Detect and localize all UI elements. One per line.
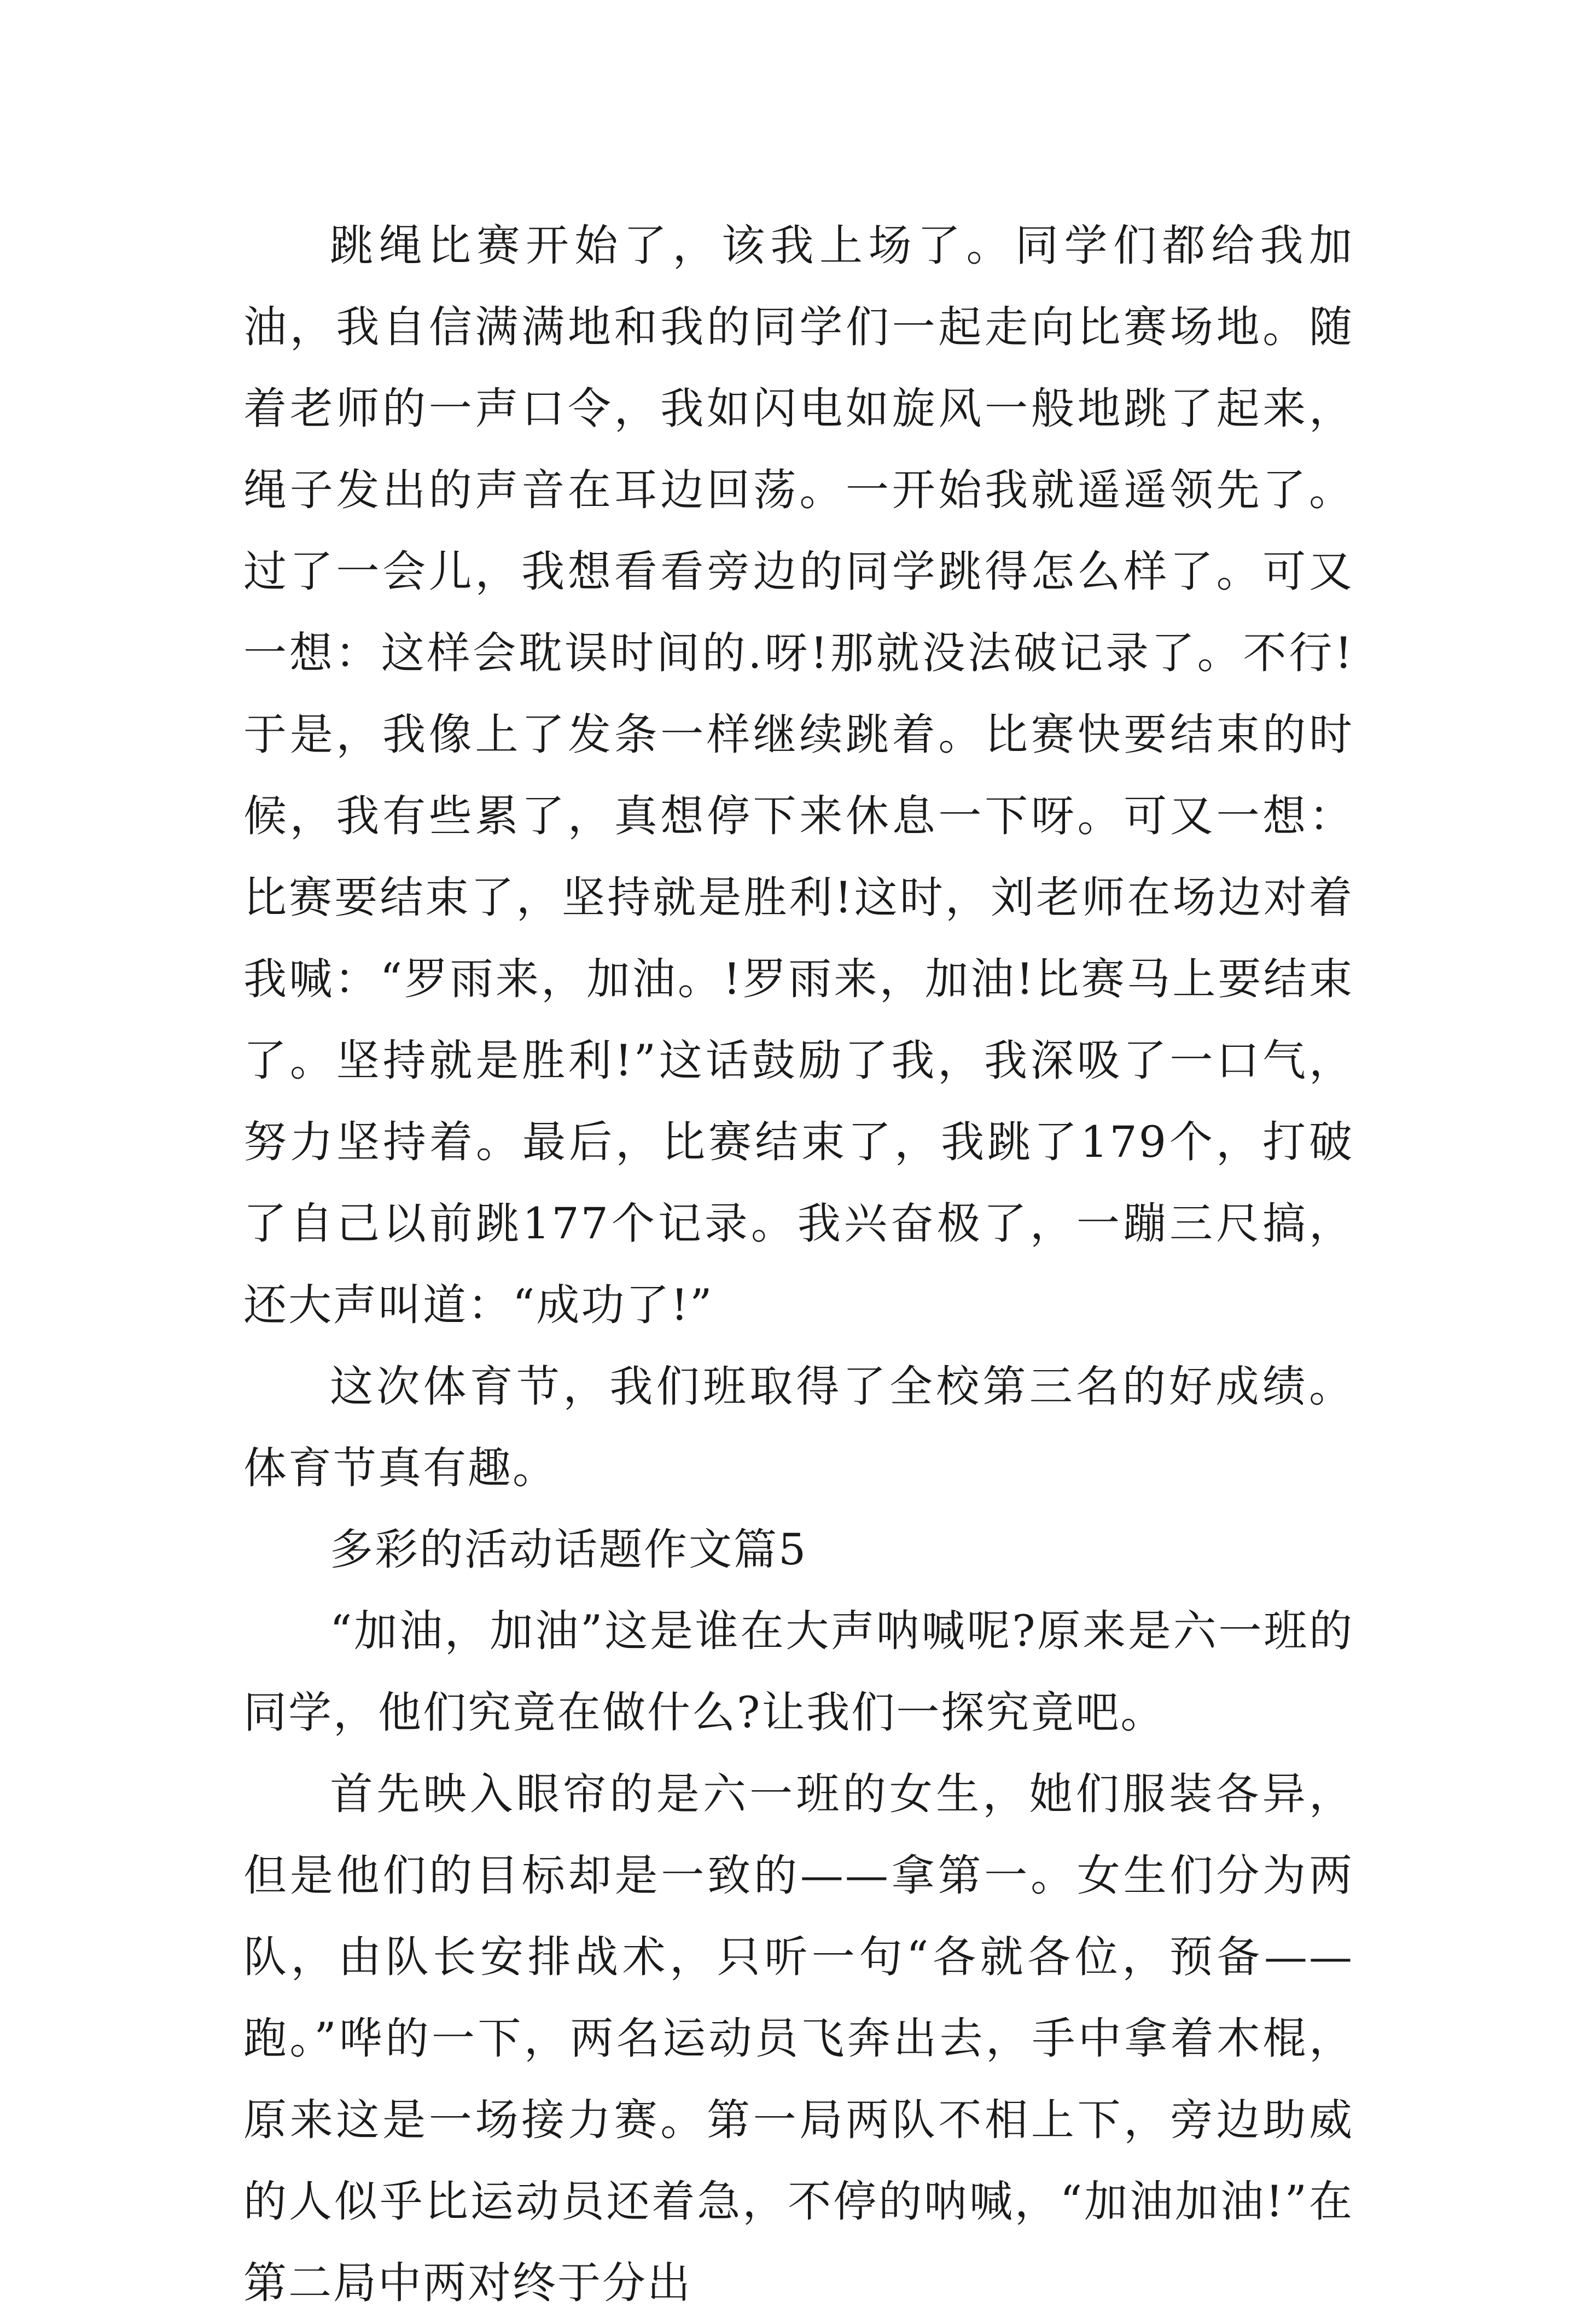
paragraph-sports-festival: 这次体育节，我们班取得了全校第三名的好成绩。体育节真有趣。 bbox=[243, 1361, 1354, 1493]
paragraph-relay-race: 首先映入眼帘的是六一班的女生，她们服装各异，但是他们的目标却是一致的——拿第一。女生们分为两队，由队长安排战术，只听一句“各就各位，预备——跑。”哗的一下，两名运动员飞奔出去，手中拿着木棍，原来这是一场接力赛。第一局两队不相上下，旁边助威的人似乎比运动员还着急，不停的呐喊，“加油加油!”在第二局中两对终于分出 bbox=[243, 1769, 1354, 2308]
document-body bbox=[243, 205, 1354, 2324]
section-heading: 多彩的活动话题作文篇5 bbox=[330, 1524, 808, 1575]
paragraph-jump-rope: 跳绳比赛开始了，该我上场了。同学们都给我加油，我自信满满地和我的同学们一起走向比赛场地。随着老师的一声口令，我如闪电如旋风一般地跳了起来，绳子发出的声音在耳边回荡。一开始我就遥遥领先了。过了一会儿，我想看看旁边的同学跳得怎么样了。可又一想：这样会耽误时间的.呀!那就没法破记录了。不行!于是，我像上了发条一样继续跳着。比赛快要结束的时候，我有些累了，真想停下来休息一下呀。可又一想：比赛要结束了，坚持就是胜利!这时，刘老师在场边对着我喊：“罗雨来，加油。!罗雨来，加油!比赛马上要结束了。坚持就是胜利!”这话鼓励了我，我深吸了一口气，努力坚持着。最后，比赛结束了，我跳了179个，打破了自己以前跳177个记录。我兴奋极了，一蹦三尺搞，还大声叫道：“成功了!” bbox=[243, 220, 1354, 1330]
paragraph-cheering: “加油，加油”这是谁在大声呐喊呢?原来是六一班的同学，他们究竟在做什么?让我们一探究竟吧。 bbox=[243, 1606, 1354, 1738]
